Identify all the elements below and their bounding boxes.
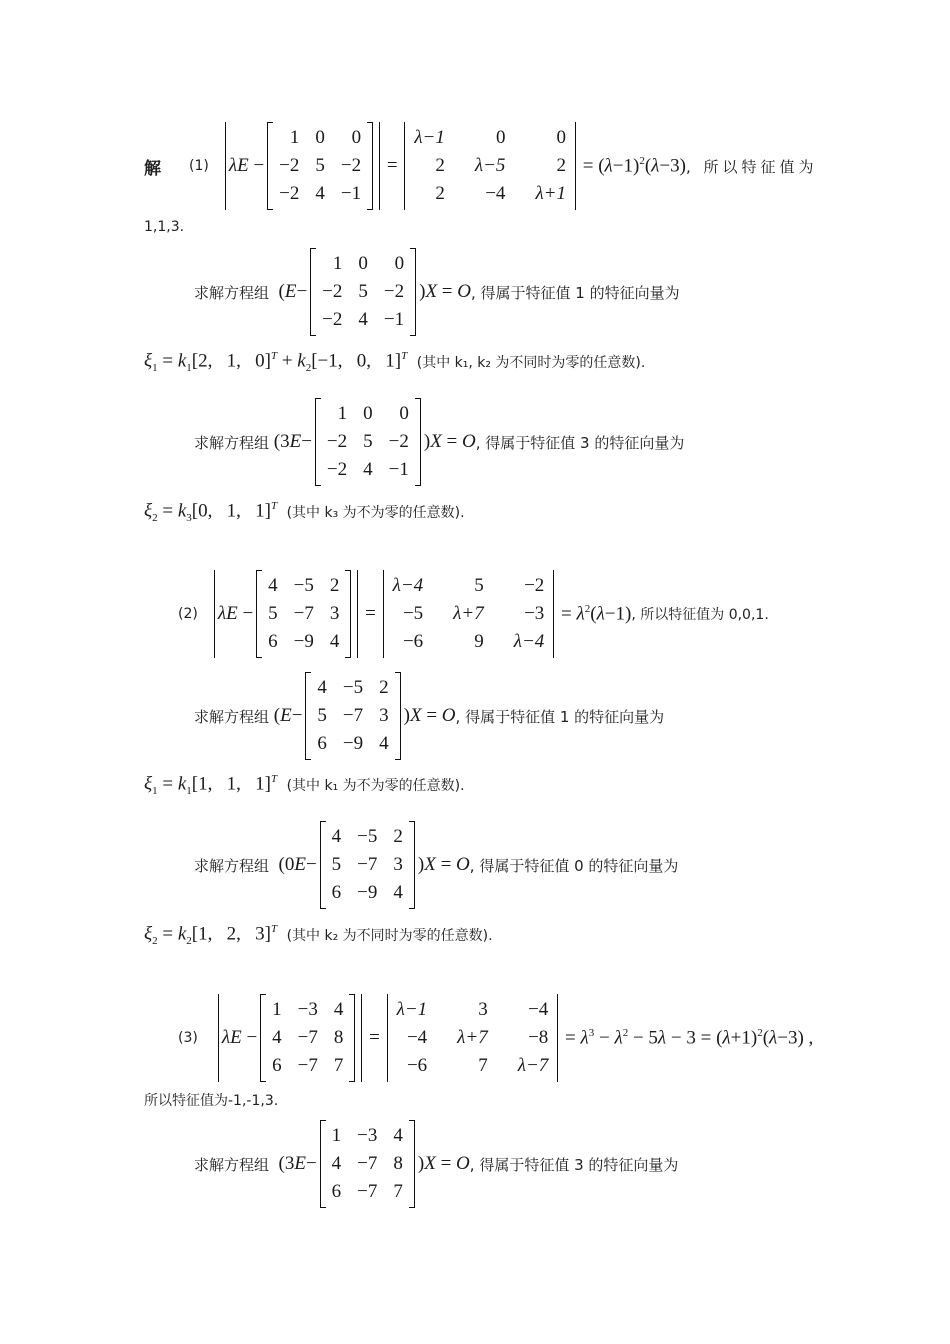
solve-suffix: , 得属于特征值 1 的特征向量为 [455,707,665,726]
part1-eigvec-2: $\xi_2 = k_3[0$, 1, 1]$^T$ (其中 k₃ 为不为零的任意数). [144,500,465,525]
matrix-a1b: 1 0 0 −2 5 −2 −2 4 −1 [310,248,416,336]
eigvec-note: (其中 k₁, k₂ 为不同时为零的任意数). [416,355,646,372]
part2-characteristic-polynomial: (2) λE − 4 −5 2 5 −7 3 6 −9 4 = λ−4 5 −2 −5 λ+7 −3 −6 9 λ−4 = $\lambda^2(\lambda-1)$ , 所以特征值为 0,0,1. [178,570,769,658]
eigenvalue-text: , 所以特征值为 0,0,1. [631,607,769,623]
part2-eigvec-1: $\xi_1 = k_1[1$, 1, 1]$^T$ (其中 k₁ 为不为零的任意数). [144,773,465,798]
part1-label: (1) [189,158,209,174]
determinant-lhs: λE − 1 0 0 −2 5 −2 −2 4 −1 [223,122,382,210]
part1-characteristic-polynomial: 解 (1) λE − 1 0 0 −2 5 −2 −2 4 −1 = λ−1 0 0 2 λ−5 2 2 −4 λ+1 = $(\lambda-1)^2(\lambda-3)$ , 所以特征值为 [144,122,817,210]
matrix-a1c: 1 0 0 −2 5 −2 −2 4 −1 [315,398,421,486]
matrix-a1: 1 0 0 −2 5 −2 −2 4 −1 [267,122,373,210]
solve-label: 求解方程组 [194,433,270,452]
eigenvalue-text: , 所以特征值为 [685,157,818,176]
part3-solve-e3: 求解方程组 (3E− 1 −3 4 4 −7 8 6 −7 7 )X = O , 得属于特征值 3 的特征向量为 [194,1120,678,1208]
determinant-rhs: λ−1 3 −4 −4 λ+7 −8 −6 7 λ−7 [385,994,561,1082]
solve-label: 求解方程组 [194,1155,270,1174]
determinant-rhs: λ−1 0 0 2 λ−5 2 2 −4 λ+1 [402,122,578,210]
eigenvalues-cont: 1,1,3. [144,219,185,235]
solve-suffix: , 得属于特征值 0 的特征向量为 [469,856,679,875]
part3-label: (3) [178,1030,198,1046]
part1-eigvec-1: $\xi_1 = k_1[2$, 1, $0]^T + k_2[-1$, 0, 1]$^T$ (其中 k₁, k₂ 为不同时为零的任意数). [144,350,646,375]
part2-eigvec-2: $\xi_2 = k_2[1$, 2, 3]$^T$ (其中 k₂ 为不同时为零的任意数). [144,923,493,948]
solve-suffix: , 得属于特征值 3 的特征向量为 [469,1155,679,1174]
part2-solve-e1: 求解方程组 (E− 4 −5 2 5 −7 3 6 −9 4 )X = O , 得属于特征值 1 的特征向量为 [194,672,664,760]
determinant-lhs: λE − 1 −3 4 4 −7 8 6 −7 7 [216,994,365,1082]
part2-label: (2) [178,606,198,622]
determinant-lhs: λE − 4 −5 2 5 −7 3 6 −9 4 [212,570,361,658]
determinant-rhs: λ−4 5 −2 −5 λ+7 −3 −6 9 λ−4 [381,570,557,658]
eigvec-note: (其中 k₂ 为不同时为零的任意数). [286,928,493,945]
solve-suffix: , 得属于特征值 3 的特征向量为 [475,433,685,452]
solve-label: 求解方程组 [194,283,270,302]
part1-solve-e1: 求解方程组 (E− 1 0 0 −2 5 −2 −2 4 −1 )X = O , 得属于特征值 1 的特征向量为 [194,248,680,336]
eigvec-note: (其中 k₁ 为不为零的任意数). [286,778,465,795]
part3-eigenvalues: 所以特征值为-1,-1,3. [144,1093,279,1109]
solution-marker: 解 [144,158,161,179]
part1-solve-e3: 求解方程组 (3E− 1 0 0 −2 5 −2 −2 4 −1 )X = O , 得属于特征值 3 的特征向量为 [194,398,684,486]
solve-label: 求解方程组 [194,856,270,875]
solve-suffix: , 得属于特征值 1 的特征向量为 [471,283,680,302]
eigvec-note: (其中 k₃ 为不为零的任意数). [286,505,465,522]
part2-solve-e0: 求解方程组 (0E− 4 −5 2 5 −7 3 6 −9 4 )X = O , 得属于特征值 0 的特征向量为 [194,821,678,909]
part3-characteristic-polynomial: (3) λE − 1 −3 4 4 −7 8 6 −7 7 = λ−1 3 −4 −4 λ+7 −8 −6 7 λ−7 = $\lambda^3 - \lambda^2 - 5\lambda - 3 = (\lambda+1)^2(\lambda-3)$ , [178,994,813,1082]
solve-label: 求解方程组 [194,707,270,726]
